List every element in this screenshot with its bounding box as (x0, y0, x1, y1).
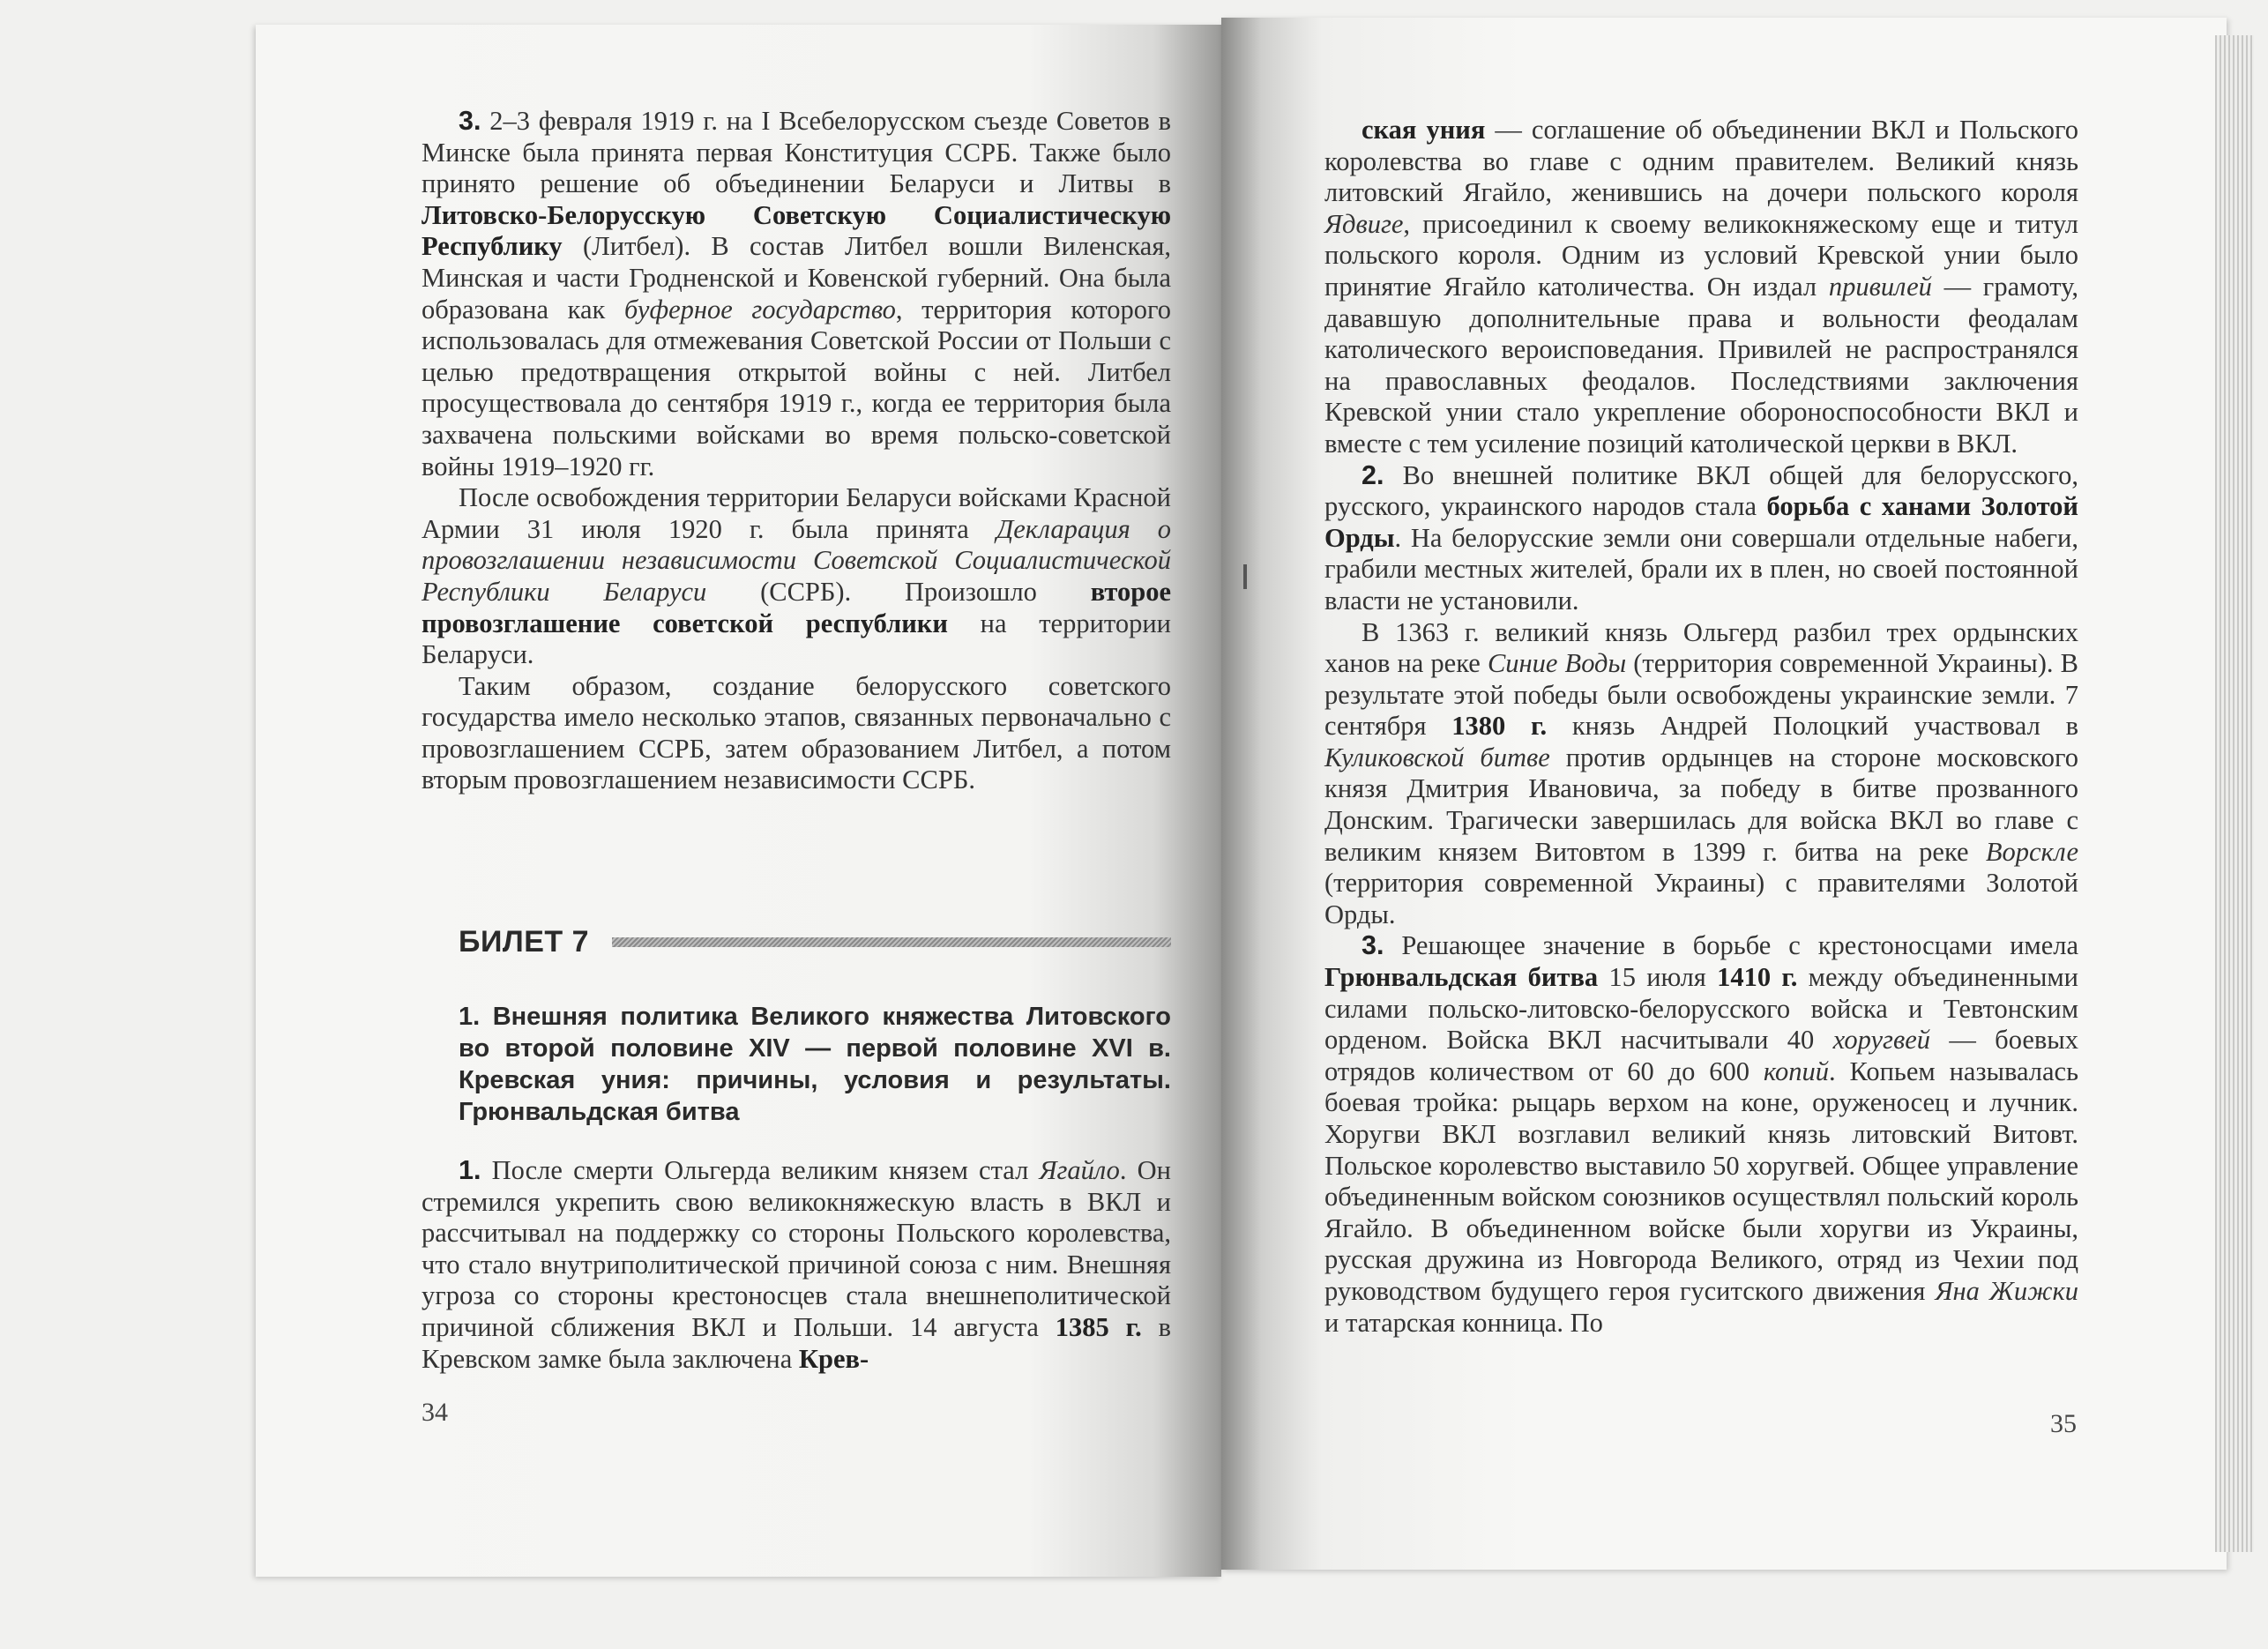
binding-mark (1243, 564, 1247, 589)
paragraph (1324, 115, 2078, 460)
text-run: Крев- (798, 1343, 869, 1374)
text-run: Ягайло (1039, 1155, 1120, 1185)
text-run: Ворскле (1985, 836, 2078, 867)
text-run: буферное государство (623, 294, 896, 325)
text-run: и татарская конница. По (1324, 1307, 1603, 1338)
text-run: на территории Беларуси. (422, 608, 1171, 670)
text-run: 1410 г. (1717, 962, 1798, 993)
paragraph (422, 482, 1171, 671)
text-run: 3. (459, 106, 481, 136)
answer-text (422, 1155, 1171, 1375)
text-run: — грамоту, дававшую дополнительные права и вольности феодалам католического вероисповедания. Привилей не распространялся на православных феодалов. Последствиями заключения Кревской унии стало укрепление обороноспособности ВКЛ и вместе с тем усиление позиций католической церкви в ВКЛ. (1324, 271, 2078, 459)
text-run: Таким образом, создание белорусского советского государства имело несколько этапов, связанных первоначально с провозглашением ССРБ, затем образованием Литбел, а потом вторым провозглашением независимости ССРБ. (422, 670, 1171, 795)
text-run: Ядвиге (1324, 208, 1404, 239)
text-run: хоругвей (1832, 1025, 1930, 1056)
ticket-rule-divider (612, 937, 1171, 947)
text-run: в Кревском замке была заключена (422, 1311, 1171, 1374)
text-run: 1385 г. (1055, 1311, 1142, 1342)
text-run: Во внешней политике ВКЛ общей для белорусского, русского, украинского народов стала (1324, 459, 2078, 522)
text-run: , территория которого использовалась для отмежевания Советской России от Польши с целью предотвращения открытой войны с ней. Литбел просуществовала до сентября 1919 г., когда ее территория была захвачена польскими войсками во время польско-советской войны 1919–1920 гг. (422, 294, 1171, 481)
text-run: . Копьем называлась боевая тройка: рыцарь верхом на коне, оруженосец и лучник. Хоругви ВКЛ возглавил великий князь литовский Витовт. Польское королевство выставило 50 хоругвей. Общее управление объединенным войском союзников осуществлял польский король Ягайло. В объединенном войске были хоругви из Украины, русская дружина из Новгорода Великого, отряд из Чехии под руководством будущего героя гуситского движения (1324, 1056, 2078, 1306)
text-run: Литовско-Белорусскую Советскую Социалистическую Республику (422, 199, 1171, 262)
text-run: 15 июля (1598, 962, 1718, 993)
text-run: князь Андрей Полоцкий участвовал в (1547, 711, 2078, 742)
page-edges (2215, 35, 2254, 1552)
paragraph (422, 1155, 1171, 1375)
text-run: (территория современной Украины) с правителями Золотой Орды. (1324, 868, 2078, 929)
text-run: 1. (459, 1155, 481, 1185)
text-run: 1380 г. (1451, 711, 1548, 742)
question-heading: 1. Внешняя политика Великого княжества Литовского во второй половине XIV — первой половине XVI в. Кревская уния: причины, условия и результаты. Грюнвальдская битва (459, 1003, 1171, 1126)
left-page-text (422, 106, 1171, 796)
text-run: 2. (1362, 459, 1384, 490)
text-run: (Литбел). В состав Литбел вошли Виленская, Минская и части Гродненской и Ковенской губерний. Она была образована как (422, 231, 1171, 325)
text-run: ская уния (1362, 115, 1486, 145)
text-run: В 1363 г. великий князь Ольгерд разбил трех ордынских ханов на реке (1324, 616, 2078, 679)
page-number-right: 35 (2050, 1409, 2077, 1438)
text-run: . Он стремился укрепить свою великокняжескую власть в ВКЛ и рассчитывал на поддержку со стороны Польского королевства, что стало внутриполитической причиной союза с ним. Внешняя угроза со стороны крестоносцев стала внешнеполитической причиной сближения ВКЛ и Польши. 14 августа (422, 1155, 1171, 1342)
text-run: Яна Жижки (1935, 1275, 2078, 1306)
text-run: — боевых отрядов количеством от 60 до 600 (1324, 1025, 2078, 1086)
text-run: между объединенными силами польско-литовско-белорусского войска и Тевтонским орденом. Войска ВКЛ насчитывали 40 (1324, 962, 2078, 1056)
text-run: Решающее значение в борьбе с крестоносцами имела (1384, 930, 2078, 961)
paragraph (1324, 930, 2078, 1339)
text-run: , присоединил к своему великокняжескому еще и титул польского короля. Одним из условий Кревской унии было принятие Ягайло католичества. Он издал (1324, 208, 2078, 302)
paragraph (422, 671, 1171, 796)
text-run: второе провозглашение советской республики (422, 576, 1171, 638)
text-run: . На белорусские земли они совершали отдельные набеги, грабили местных жителей, брали их в плен, но своей постоянной власти не установили. (1324, 522, 2078, 616)
text-run: борьба с ханами Золотой Орды (1324, 491, 2078, 553)
text-run: Синие Воды (1487, 648, 1627, 679)
text-run: 2–3 февраля 1919 г. на I Всебелорусском съезде Советов в Минске была принята первая Конституция ССРБ. Также было принято решение об объединении Беларуси и Литвы в (422, 106, 1171, 199)
ticket-title: БИЛЕТ 7 (459, 924, 590, 959)
page-number-left: 34 (422, 1398, 448, 1427)
ticket-header (459, 917, 1171, 966)
paragraph (422, 106, 1171, 482)
text-run: копий (1763, 1056, 1830, 1086)
text-run: (территория современной Украины). В результате этой победы были освобождены украинские земли. 7 сентября (1324, 648, 2078, 742)
text-run: Куликовской битве (1324, 742, 1550, 772)
paragraph (1324, 617, 2078, 931)
text-run: Грюнвальдская битва (1324, 962, 1599, 993)
paragraph (1324, 460, 2078, 617)
text-run: 3. (1362, 930, 1384, 961)
text-run: (ССРБ). Произошло (706, 576, 1091, 607)
text-run: После смерти Ольгерда великим князем стал (481, 1155, 1040, 1185)
text-run: привилей (1828, 271, 1932, 302)
right-page-text (1324, 115, 2078, 1339)
text-run: против ордынцев на стороне московского князя Дмитрия Ивановича, за победу в битве прозванного Донским. Трагически завершилась для войска ВКЛ во главе с великим князем Витовтом в 1399 г. битва на реке (1324, 742, 2078, 867)
text-run: После освобождения территории Беларуси войсками Красной Армии 31 июля 1920 г. была принята (422, 482, 1171, 544)
text-run: — соглашение об объединении ВКЛ и Польского королевства во главе с одним правителем. Великий князь литовский Ягайло, женившись на дочери польского короля (1324, 115, 2078, 208)
text-run: Декларация о провозглашении независимости Советской Социалистической Республики Беларуси (422, 513, 1171, 607)
